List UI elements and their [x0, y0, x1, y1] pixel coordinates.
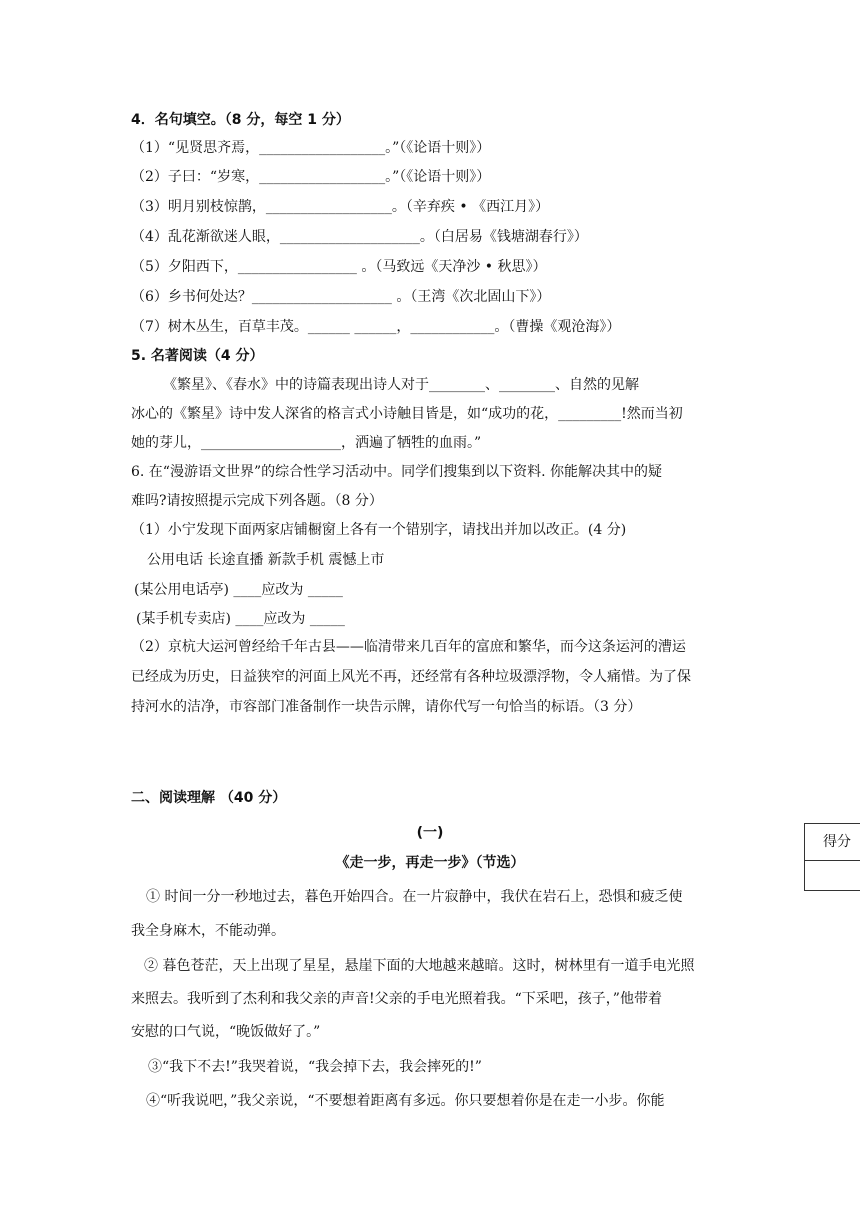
q6-phone-shop-answer: (某手机专卖店) ____应改为 _____ — [136, 611, 345, 627]
q4-item-2: （2）子曰：“岁寒，__________________。”（《论语十则》） — [131, 169, 491, 185]
passage-paragraph-2-line-1: ② 暮色苍茫，天上出现了星星，悬崖下面的大地越来越暗。这时，树林里有一道手电光照 — [144, 958, 695, 974]
q5-line-3: 她的芽儿，____________________，洒遍了牺牲的血雨。” — [131, 435, 482, 451]
question-5-title: 5. 名著阅读（4 分） — [131, 348, 264, 364]
section-2-title: 二、阅读理解 （40 分） — [131, 790, 287, 806]
q6-subquestion-2: （2）京杭大运河曾经给千年古县——临清带来几百年的富庶和繁华，而今这条运河的漕运 — [131, 639, 686, 655]
q6-line-8: 已经成为历史，日益狭窄的河面上风光不再，还经常有各种垃圾漂浮物，令人痛惜。为了保 — [131, 669, 691, 685]
q5-line-2: 冰心的《繁星》诗中发人深省的格言式小诗触目皆是，如“成功的花，_________!然而当初 — [131, 406, 683, 422]
question-4-title: 4．名句填空。（8 分，每空 1 分） — [131, 112, 350, 128]
q4-item-3: （3）明月别枝惊鹊，__________________。（辛弃疾 • 《西江月》） — [131, 199, 550, 215]
passage-title: 《走一步，再走一步》（节选） — [335, 855, 525, 871]
q6-phone-booth-answer: (某公用电话亭) ____应改为 _____ — [134, 582, 343, 598]
q6-subquestion-1: （1）小宁发现下面两家店铺橱窗上各有一个错别字，请找出并加以改正。(4 分) — [131, 522, 627, 538]
q5-line-1: 《繁星》、《春水》中的诗篇表现出诗人对于________、________、自然的见解 — [163, 377, 639, 393]
q4-item-4: （4）乱花渐欲迷人眼，____________________。（白居易《钱塘湖春行》） — [131, 229, 588, 245]
passage-paragraph-3: ③“我下不去!”我哭着说，“我会掉下去，我会摔死的!” — [148, 1059, 482, 1075]
passage-paragraph-2-line-3: 安慰的口气说，“晚饭做好了。” — [131, 1024, 321, 1040]
q4-item-1: （1）“见贤思齐焉，__________________。”（《论语十则》） — [131, 140, 491, 156]
q6-shop-signs: 公用电话 长途直播 新款手机 震憾上市 — [147, 552, 385, 568]
passage-paragraph-4: ④“听我说吧，”我父亲说，“不要想着距离有多远。你只要想着你是在走一小步。你能 — [146, 1093, 665, 1109]
q4-item-6: （6）乡书何处达？____________________ 。（王湾《次北固山下》） — [131, 289, 551, 305]
q4-item-7: （7）树木丛生，百草丰茂。______ ______，____________。（曹操《观沧海》） — [131, 319, 621, 335]
q4-item-5: （5）夕阳西下，_________________ 。（马致远《天净沙 • 秋思》） — [131, 259, 547, 275]
passage-paragraph-1-line-1: ① 时间一分一秒地过去，暮色开始四合。在一片寂静中，我伏在岩石上，恐惧和疲乏使 — [146, 889, 683, 905]
passage-paragraph-2-line-2: 来照去。我听到了杰利和我父亲的声音!父亲的手电光照着我。“下采吧，孩子，”他带着 — [131, 991, 662, 1007]
score-box — [804, 823, 860, 891]
question-6-title: 6. 在“漫游语文世界”的综合性学习活动中。同学们搜集到以下资料. 你能解决其中的疑 — [131, 464, 663, 480]
q6-line-9: 持河水的洁净，市容部门准备制作一块告示牌，请你代写一句恰当的标语。（3 分） — [131, 699, 642, 715]
passage-paragraph-1-line-2: 我全身麻木，不能动弹。 — [131, 923, 285, 939]
q6-line-2: 难吗?请按照提示完成下列各题。（8 分） — [131, 493, 383, 509]
score-label: 得分 — [805, 824, 860, 861]
passage-part-label: (一) — [416, 825, 444, 841]
